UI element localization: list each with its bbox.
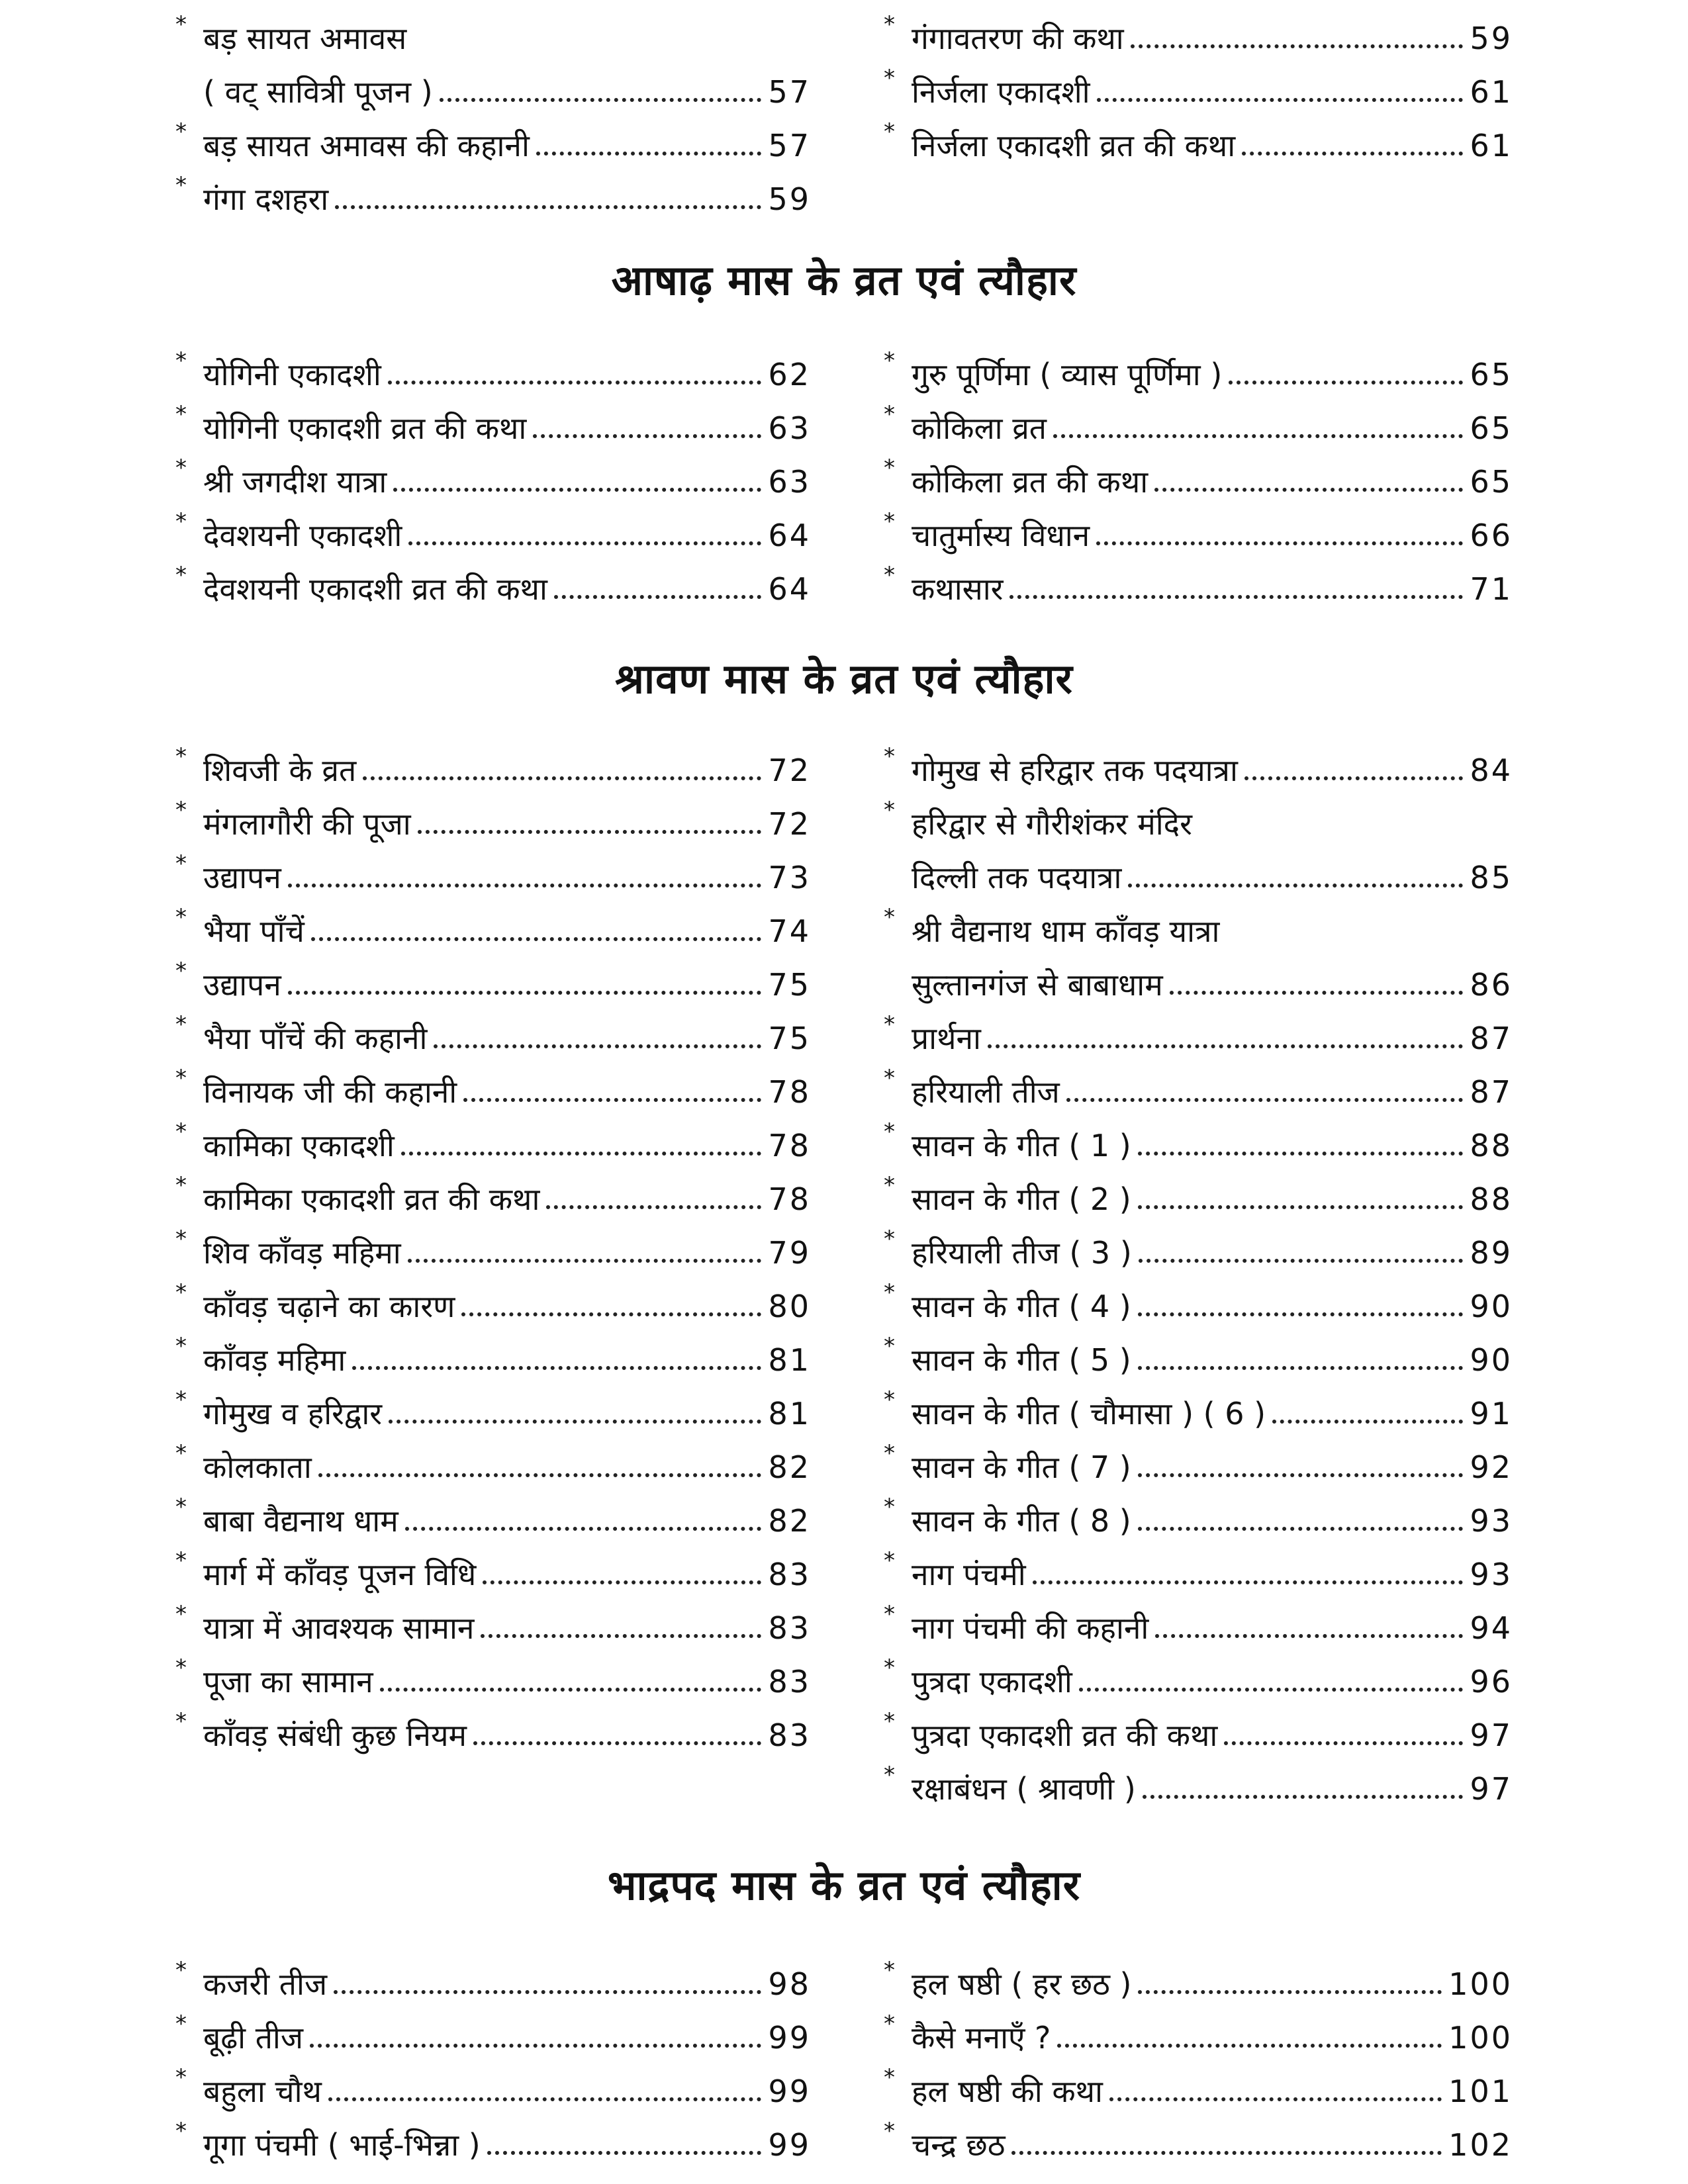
toc-entry[interactable]: * हल षष्ठी की कथा 101	[884, 2056, 1513, 2109]
toc-column-left	[175, 1948, 811, 2163]
bullet-star-icon: *	[884, 1957, 895, 1983]
bullet-star-icon: *	[884, 797, 895, 823]
bullet-star-icon: *	[884, 1601, 895, 1627]
toc-entry[interactable]: * शिवजी के व्रत 72	[175, 735, 811, 788]
toc-entry[interactable]: * गोमुख व हरिद्वार 81	[175, 1378, 811, 1432]
bullet-star-icon: *	[175, 2118, 187, 2144]
toc-entry[interactable]: * उद्यापन 73	[175, 842, 811, 895]
toc-entry[interactable]: * पुत्रदा एकादशी व्रत की कथा 97	[884, 1700, 1513, 1753]
bullet-star-icon: *	[884, 1333, 895, 1359]
bullet-star-icon: *	[884, 1118, 895, 1145]
bullet-star-icon: *	[175, 1279, 187, 1306]
toc-entry[interactable]: * चन्द्र छठ 102	[884, 2109, 1513, 2163]
toc-column-right	[884, 339, 1513, 607]
toc-column-right	[884, 735, 1513, 1807]
bullet-star-icon: *	[175, 347, 187, 374]
toc-entry[interactable]: * योगिनी एकादशी 62	[175, 339, 811, 392]
bullet-star-icon: *	[175, 1172, 187, 1199]
toc-entry[interactable]: * मंगलागौरी की पूजा 72	[175, 788, 811, 842]
toc-entry[interactable]: * कोकिला व्रत की कथा 65	[884, 446, 1513, 500]
section-heading: श्रावण मास के व्रत एवं त्यौहार	[615, 655, 1073, 703]
bullet-star-icon: *	[884, 1226, 895, 1252]
toc-entry[interactable]: * कामिका एकादशी 78	[175, 1110, 811, 1163]
toc-entry[interactable]: * मार्ग में काँवड़ पूजन विधि 83	[175, 1539, 811, 1592]
toc-entry[interactable]: * निर्जला एकादशी व्रत की कथा 61	[884, 110, 1513, 163]
toc-entry[interactable]: * सावन के गीत ( 7 ) 92	[884, 1432, 1513, 1485]
toc-entry[interactable]: * श्री जगदीश यात्रा 63	[175, 446, 811, 500]
toc-entry[interactable]: * श्री वैद्यनाथ धाम काँवड़ यात्रा	[884, 895, 1513, 949]
toc-entry[interactable]: * नाग पंचमी की कहानी 94	[884, 1592, 1513, 1646]
toc-entry[interactable]: * काँवड़ महिमा 81	[175, 1324, 811, 1378]
bullet-star-icon: *	[175, 11, 187, 38]
bullet-star-icon: *	[175, 118, 187, 145]
bullet-star-icon: *	[884, 118, 895, 145]
toc-entry[interactable]: * पुत्रदा एकादशी 96	[884, 1646, 1513, 1700]
toc-entry[interactable]: * गंगावतरण की कथा 59	[884, 3, 1513, 56]
bullet-star-icon: *	[884, 562, 895, 588]
bullet-star-icon: *	[175, 1601, 187, 1627]
bullet-star-icon: *	[175, 508, 187, 535]
bullet-star-icon: *	[175, 2011, 187, 2037]
bullet-star-icon: *	[175, 797, 187, 823]
toc-entry[interactable]: * गूगा पंचमी ( भाई-भिन्ना ) 99	[175, 2109, 811, 2163]
bullet-star-icon: *	[884, 1440, 895, 1467]
toc-entry[interactable]: * हरियाली तीज 87	[884, 1056, 1513, 1110]
toc-entry[interactable]: * कोलकाता 82	[175, 1432, 811, 1485]
bullet-star-icon: *	[175, 1655, 187, 1681]
toc-column-left	[175, 735, 811, 1753]
toc-entry[interactable]: * कैसे मनाएँ ? 100	[884, 2002, 1513, 2056]
toc-entry[interactable]: * भैया पाँचें की कहानी 75	[175, 1003, 811, 1056]
toc-entry[interactable]: * काँवड़ चढ़ाने का कारण 80	[175, 1271, 811, 1324]
toc-column-right	[884, 1948, 1513, 2163]
bullet-star-icon: *	[175, 743, 187, 770]
bullet-star-icon: *	[175, 1118, 187, 1145]
bullet-star-icon: *	[884, 743, 895, 770]
toc-entry[interactable]: * उद्यापन 75	[175, 949, 811, 1003]
toc-entry-continuation[interactable]: सुल्तानगंज से बाबाधाम 86	[912, 967, 1513, 1003]
bullet-star-icon: *	[175, 1494, 187, 1520]
toc-entry[interactable]: * नाग पंचमी 93	[884, 1539, 1513, 1592]
bullet-star-icon: *	[884, 11, 895, 38]
bullet-star-icon: *	[175, 562, 187, 588]
bullet-star-icon: *	[175, 904, 187, 931]
section-heading: आषाढ़ मास के व्रत एवं त्यौहार	[611, 256, 1077, 304]
bullet-star-icon: *	[175, 1440, 187, 1467]
bullet-star-icon: *	[884, 1762, 895, 1788]
bullet-star-icon: *	[175, 172, 187, 199]
bullet-star-icon: *	[175, 1547, 187, 1574]
toc-entry[interactable]: * सावन के गीत ( 5 ) 90	[884, 1324, 1513, 1378]
bullet-star-icon: *	[175, 1333, 187, 1359]
toc-column-left	[175, 3, 811, 217]
toc-entry[interactable]: * यात्रा में आवश्यक सामान 83	[175, 1592, 811, 1646]
bullet-star-icon: *	[884, 2118, 895, 2144]
bullet-star-icon: *	[884, 1172, 895, 1199]
toc-entry[interactable]: * सावन के गीत ( 1 ) 88	[884, 1110, 1513, 1163]
bullet-star-icon: *	[884, 1065, 895, 1091]
toc-entry[interactable]: * कजरी तीज 98	[175, 1948, 811, 2002]
toc-entry[interactable]: * पूजा का सामान 83	[175, 1646, 811, 1700]
toc-column-left	[175, 339, 811, 607]
toc-column-right	[884, 3, 1513, 163]
toc-entry[interactable]: * सावन के गीत ( 2 ) 88	[884, 1163, 1513, 1217]
section-heading: भाद्रपद मास के व्रत एवं त्यौहार	[607, 1861, 1081, 1909]
toc-entry[interactable]: * निर्जला एकादशी 61	[884, 56, 1513, 110]
toc-entry[interactable]: * कोकिला व्रत 65	[884, 392, 1513, 446]
bullet-star-icon: *	[884, 1387, 895, 1413]
toc-entry[interactable]: * योगिनी एकादशी व्रत की कथा 63	[175, 392, 811, 446]
toc-entry[interactable]: * विनायक जी की कहानी 78	[175, 1056, 811, 1110]
toc-entry[interactable]: * काँवड़ संबंधी कुछ नियम 83	[175, 1700, 811, 1753]
bullet-star-icon: *	[175, 1957, 187, 1983]
toc-entry[interactable]: * गंगा दशहरा 59	[175, 163, 811, 217]
toc-entry[interactable]: * हरियाली तीज ( 3 ) 89	[884, 1217, 1513, 1271]
bullet-star-icon: *	[175, 401, 187, 428]
toc-entry-continuation[interactable]: ( वट् सावित्री पूजन ) 57	[203, 74, 811, 111]
bullet-star-icon: *	[884, 65, 895, 91]
bullet-star-icon: *	[884, 1279, 895, 1306]
bullet-star-icon: *	[884, 1708, 895, 1735]
bullet-star-icon: *	[175, 455, 187, 481]
bullet-star-icon: *	[884, 401, 895, 428]
toc-entry-continuation[interactable]: दिल्ली तक पदयात्रा 85	[912, 860, 1513, 896]
toc-entry[interactable]: * सावन के गीत ( 4 ) 90	[884, 1271, 1513, 1324]
toc-entry[interactable]: * बहुला चौथ 99	[175, 2056, 811, 2109]
bullet-star-icon: *	[884, 1494, 895, 1520]
bullet-star-icon: *	[884, 347, 895, 374]
bullet-star-icon: *	[175, 958, 187, 984]
bullet-star-icon: *	[884, 455, 895, 481]
bullet-star-icon: *	[884, 2011, 895, 2037]
bullet-star-icon: *	[884, 1011, 895, 1038]
bullet-star-icon: *	[175, 1011, 187, 1038]
toc-entry[interactable]: * भैया पाँचें 74	[175, 895, 811, 949]
toc-entry[interactable]: * कामिका एकादशी व्रत की कथा 78	[175, 1163, 811, 1217]
toc-entry[interactable]: * बाबा वैद्यनाथ धाम 82	[175, 1485, 811, 1539]
toc-entry[interactable]: * रक्षाबंधन ( श्रावणी ) 97	[884, 1753, 1513, 1807]
toc-entry[interactable]: * गुरु पूर्णिमा ( व्यास पूर्णिमा ) 65	[884, 339, 1513, 392]
bullet-star-icon: *	[175, 1065, 187, 1091]
toc-entry[interactable]: * हरिद्वार से गौरीशंकर मंदिर	[884, 788, 1513, 842]
bullet-star-icon: *	[884, 2064, 895, 2091]
bullet-star-icon: *	[884, 1655, 895, 1681]
bullet-star-icon: *	[175, 2064, 187, 2091]
bullet-star-icon: *	[175, 850, 187, 877]
toc-entry[interactable]: * बड़ सायत अमावस	[175, 3, 811, 56]
toc-entry[interactable]: * सावन के गीत ( 8 ) 93	[884, 1485, 1513, 1539]
bullet-star-icon: *	[175, 1387, 187, 1413]
toc-entry[interactable]: * शिव काँवड़ महिमा 79	[175, 1217, 811, 1271]
toc-entry[interactable]: * हल षष्ठी ( हर छठ ) 100	[884, 1948, 1513, 2002]
bullet-star-icon: *	[884, 904, 895, 931]
toc-entry[interactable]: * बड़ सायत अमावस की कहानी 57	[175, 110, 811, 163]
toc-entry[interactable]: * गोमुख से हरिद्वार तक पदयात्रा 84	[884, 735, 1513, 788]
toc-entry[interactable]: * प्रार्थना 87	[884, 1003, 1513, 1056]
bullet-star-icon: *	[175, 1708, 187, 1735]
toc-entry[interactable]: * चातुर्मास्य विधान 66	[884, 500, 1513, 553]
toc-entry[interactable]: * कथासार 71	[884, 553, 1513, 607]
toc-entry[interactable]: * देवशयनी एकादशी 64	[175, 500, 811, 553]
toc-entry[interactable]: * देवशयनी एकादशी व्रत की कथा 64	[175, 553, 811, 607]
bullet-star-icon: *	[175, 1226, 187, 1252]
toc-entry[interactable]: * बूढ़ी तीज 99	[175, 2002, 811, 2056]
bullet-star-icon: *	[884, 1547, 895, 1574]
toc-entry[interactable]: * सावन के गीत ( चौमासा ) ( 6 ) 91	[884, 1378, 1513, 1432]
bullet-star-icon: *	[884, 508, 895, 535]
